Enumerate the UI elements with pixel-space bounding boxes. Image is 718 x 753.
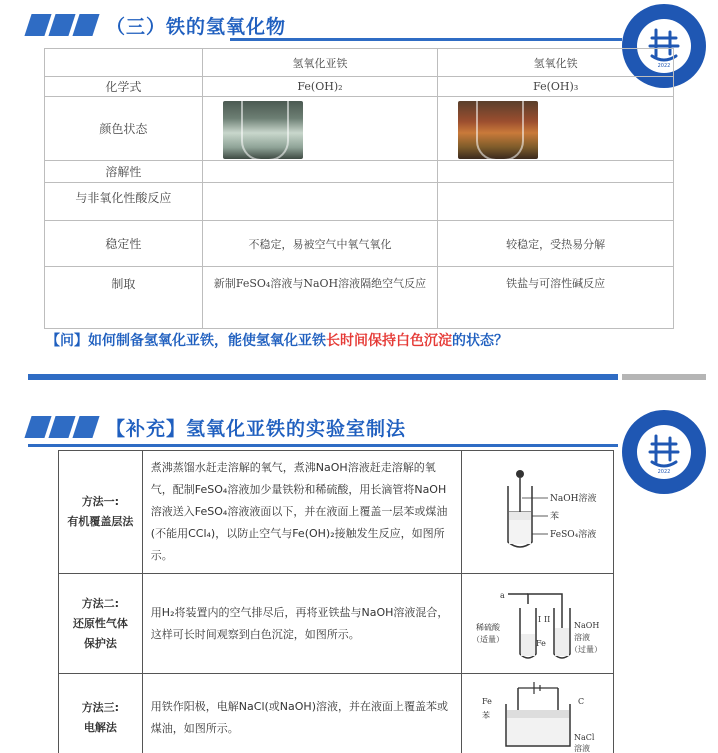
header-fe3: 氢氧化铁 bbox=[438, 49, 674, 77]
acid-fe3 bbox=[438, 183, 674, 221]
feso4-layer bbox=[509, 520, 531, 544]
row-label: 化学式 bbox=[45, 77, 203, 97]
fe-oh2-photo bbox=[223, 101, 303, 159]
label-naoh: NaOH溶液 bbox=[549, 494, 596, 504]
method2-name-line3: 保护法 bbox=[83, 636, 117, 650]
prep-fe3: 铁盐与可溶性碱反应 bbox=[438, 267, 674, 329]
benzene-layer bbox=[507, 710, 569, 718]
school-logo bbox=[622, 410, 706, 494]
method1-figure bbox=[478, 468, 598, 556]
color-fe3-cell bbox=[438, 97, 674, 161]
color-fe2-cell bbox=[202, 97, 438, 161]
method3-description: 用铁作阳极，电解NaCl(或NaOH)溶液，并在液面上覆盖苯或煤油，如图所示。 bbox=[142, 674, 461, 753]
header-fe2: 氢氧化亚铁 bbox=[202, 49, 438, 77]
acid-fe2 bbox=[202, 183, 438, 221]
slide-divider-gray bbox=[622, 374, 706, 380]
method2-figure bbox=[468, 578, 608, 670]
label-solution: 溶液 bbox=[573, 743, 590, 753]
method-name-cell bbox=[59, 674, 143, 753]
table-row bbox=[45, 183, 674, 221]
label-solution: 溶液 bbox=[573, 632, 590, 642]
solubility-fe2 bbox=[202, 161, 438, 183]
slide1-title-bar bbox=[28, 10, 286, 40]
label-naoh: NaOH bbox=[573, 620, 599, 630]
benzene-layer bbox=[509, 512, 531, 520]
label-benzene: 苯 bbox=[481, 710, 490, 720]
header-empty bbox=[45, 49, 203, 77]
logo-year: 2022 bbox=[657, 63, 671, 69]
table-row bbox=[45, 77, 674, 97]
method-row bbox=[59, 451, 614, 574]
method3-figure bbox=[468, 678, 608, 753]
label-benzene: 苯 bbox=[549, 512, 559, 522]
method1-description: 煮沸蒸馏水赶走溶解的氧气，煮沸NaOH溶液赶走溶解的氧气，配制FeSO₄溶液加少量铁粉和稀硫酸，用长滴管将NaOH溶液送入FeSO₄溶液液面以下，并在液面上覆盖一层苯或煤油(不能用CCl₄)，以防止空气与Fe(OH)₂接触发生反应，如图所示。 bbox=[142, 451, 461, 574]
label-excess: （过量） bbox=[569, 644, 602, 654]
table-row bbox=[45, 97, 674, 161]
method2-name: 还原性气体 bbox=[72, 616, 128, 630]
method2-label: 方法二: bbox=[81, 596, 120, 610]
row-label: 溶解性 bbox=[45, 161, 203, 183]
row-label: 稳定性 bbox=[45, 221, 203, 267]
formula-fe3: Fe(OH)₃ bbox=[438, 77, 674, 97]
table-row bbox=[45, 161, 674, 183]
row-label: 与非氧化性酸反应 bbox=[45, 183, 203, 221]
table-row bbox=[45, 221, 674, 267]
label-acid: 稀硫酸 bbox=[475, 622, 500, 632]
method3-label: 方法三: bbox=[81, 700, 120, 714]
method1-figure-cell bbox=[462, 451, 614, 574]
label-feso4: FeSO₄溶液 bbox=[549, 530, 596, 540]
hydroxide-table bbox=[44, 48, 674, 329]
label-i: I bbox=[537, 614, 541, 624]
acid-liquid bbox=[521, 634, 535, 656]
naoh-liquid bbox=[555, 628, 569, 656]
slide1-title: （三）铁的氢氧化物 bbox=[106, 15, 287, 38]
method-name-cell bbox=[59, 574, 143, 674]
slide-divider-blue bbox=[28, 374, 618, 380]
method1-label: 方法一: bbox=[81, 495, 120, 508]
method-name-cell bbox=[59, 451, 143, 574]
logo-year: 2022 bbox=[657, 469, 671, 475]
slide-lab-preparation bbox=[0, 398, 718, 753]
row-label: 制取 bbox=[45, 267, 203, 329]
method2-description: 用H₂将装置内的空气排尽后，再将亚铁盐与NaOH溶液混合，这样可长时间观察到白色沉淀，如图所示。 bbox=[142, 574, 461, 674]
table-header-row bbox=[45, 49, 674, 77]
slide2-title-bar bbox=[28, 412, 406, 442]
label-nacl: NaCl bbox=[573, 732, 594, 742]
fe-oh3-photo bbox=[458, 101, 538, 159]
title-bars-decoration bbox=[28, 14, 96, 36]
solubility-fe3 bbox=[438, 161, 674, 183]
method-row bbox=[59, 674, 614, 753]
school-logo-emblem bbox=[622, 410, 706, 494]
method1-name: 有机覆盖层法 bbox=[67, 515, 134, 528]
label-fe: Fe bbox=[481, 696, 492, 706]
dropper-bulb bbox=[516, 470, 524, 478]
row-label: 颜色状态 bbox=[45, 97, 203, 161]
prep-fe2: 新制FeSO₄溶液与NaOH溶液隔绝空气反应 bbox=[202, 267, 438, 329]
label-fe: Fe bbox=[535, 638, 546, 648]
title-bars-decoration bbox=[28, 416, 96, 438]
table-row bbox=[45, 267, 674, 329]
methods-table bbox=[58, 450, 614, 753]
question-text bbox=[46, 330, 508, 350]
method3-name: 电解法 bbox=[83, 720, 117, 734]
nacl-solution bbox=[507, 718, 569, 745]
label-c: C bbox=[577, 696, 584, 706]
title-underline bbox=[230, 38, 622, 41]
question-part2: 的状态？ bbox=[452, 333, 508, 349]
method3-figure-cell bbox=[462, 674, 614, 753]
method2-figure-cell bbox=[462, 574, 614, 674]
label-acid-amount: （适量） bbox=[471, 634, 504, 644]
stability-fe2: 不稳定，易被空气中氧气氧化 bbox=[202, 221, 438, 267]
slide2-title: 【补充】氢氧化亚铁的实验室制法 bbox=[106, 417, 407, 440]
method-row bbox=[59, 574, 614, 674]
question-part1: 【问】如何制备氢氧化亚铁，能使氢氧化亚铁 bbox=[46, 333, 326, 349]
question-highlight: 长时间保持白色沉淀 bbox=[326, 333, 452, 349]
label-a: a bbox=[499, 590, 505, 600]
formula-fe2: Fe(OH)₂ bbox=[202, 77, 438, 97]
title-underline bbox=[28, 444, 618, 447]
label-ii: II bbox=[543, 614, 550, 624]
stability-fe3: 较稳定，受热易分解 bbox=[438, 221, 674, 267]
